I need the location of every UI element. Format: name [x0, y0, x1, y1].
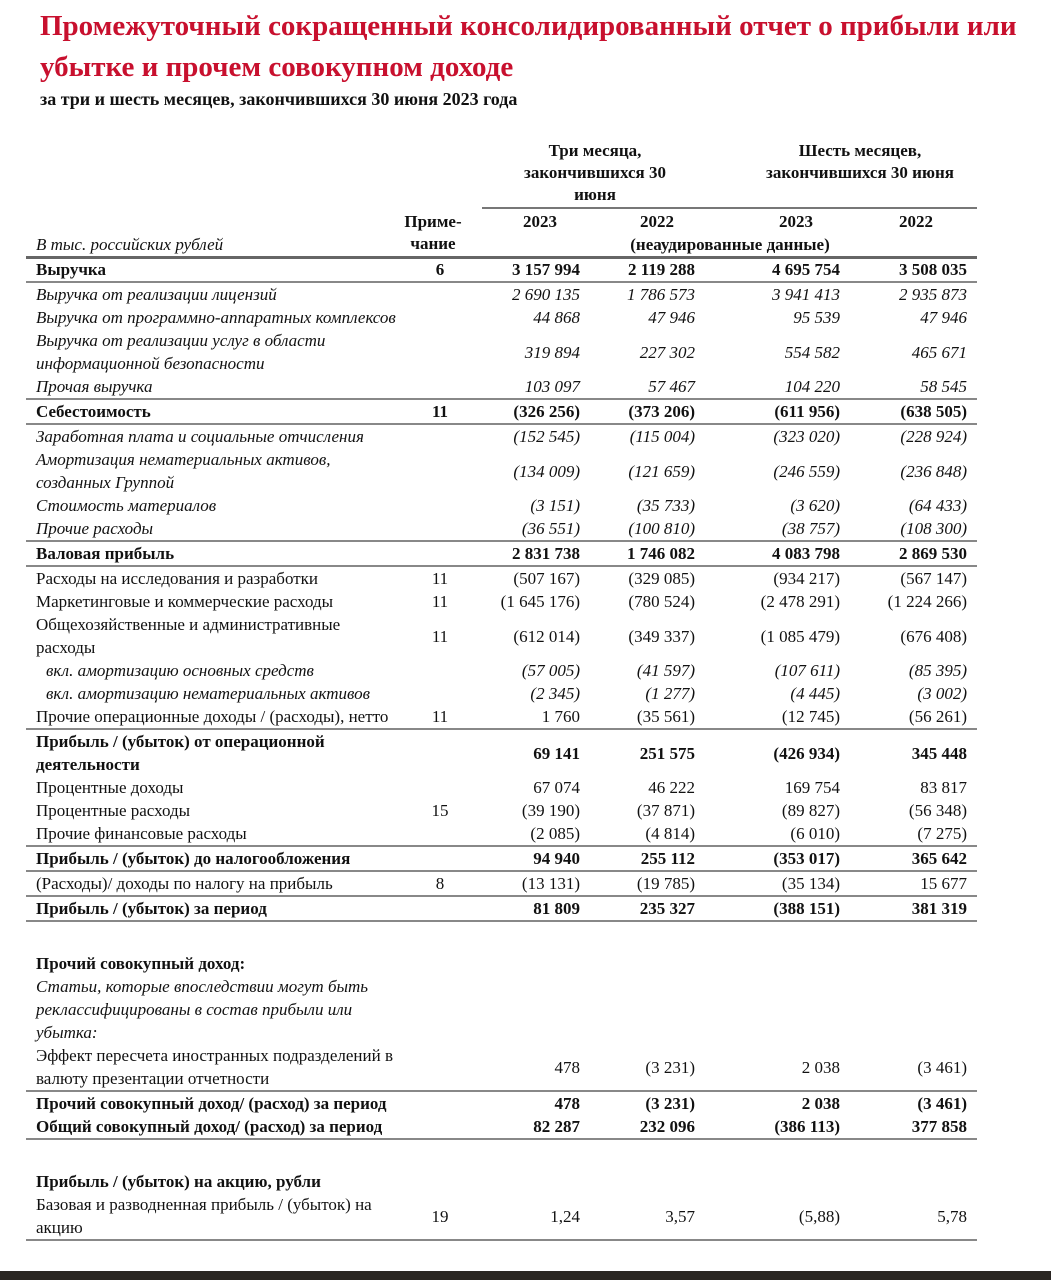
value-three-months-2023: (2 345)	[530, 684, 580, 703]
value-six-months-2022: (567 147)	[900, 569, 967, 588]
row-label: Валовая прибыль	[26, 541, 400, 566]
table-row	[26, 975, 977, 1044]
table-row	[26, 590, 977, 613]
row-label: Прибыль / (убыток) от операционной деятельности	[26, 729, 400, 776]
row-label: Прибыль / (убыток) за период	[26, 896, 400, 921]
value-three-months-2023: (36 551)	[521, 519, 580, 538]
income-statement-table	[26, 258, 977, 1241]
row-note	[400, 282, 480, 306]
value-three-months-2022: 227 302	[639, 342, 695, 362]
value-three-months-2022: 1 786 573	[627, 285, 695, 304]
value-six-months-2023: (323 020)	[773, 427, 840, 446]
value-six-months-2022: (228 924)	[900, 427, 967, 446]
table-row	[26, 399, 977, 424]
header-six-months: Шесть месяцев, закончившихся 30 июня	[766, 141, 954, 182]
row-note	[400, 1091, 480, 1115]
value-three-months-2023: (507 167)	[513, 569, 580, 588]
header-year-1: 2023	[523, 212, 557, 231]
value-six-months-2023: (934 217)	[773, 569, 840, 588]
row-note	[400, 952, 480, 975]
row-label: Прибыль / (убыток) до налогообложения	[26, 846, 400, 871]
value-six-months-2023	[705, 975, 850, 1044]
row-note	[400, 494, 480, 517]
table-row	[26, 1115, 977, 1139]
value-three-months-2023: (3 151)	[530, 496, 580, 515]
value-three-months-2023: 3 157 994	[480, 258, 590, 282]
value-three-months-2023: 44 868	[533, 308, 580, 327]
row-note	[400, 1170, 480, 1193]
value-six-months-2022: (7 275)	[917, 824, 967, 843]
table-row	[26, 541, 977, 566]
value-three-months-2023: 94 940	[480, 846, 590, 871]
header-year-3: 2023	[779, 212, 813, 231]
value-three-months-2022: 235 327	[590, 896, 705, 921]
value-six-months-2023: (5,88)	[705, 1193, 850, 1240]
row-label: Расходы на исследования и разработки	[36, 569, 319, 588]
value-six-months-2023: (3 620)	[790, 496, 840, 515]
value-three-months-2023	[480, 952, 590, 975]
value-six-months-2022: 3 508 035	[850, 258, 977, 282]
value-six-months-2023: 4 083 798	[705, 541, 850, 566]
value-six-months-2022: (236 848)	[900, 461, 967, 481]
value-six-months-2022	[850, 1170, 977, 1193]
table-row	[26, 846, 977, 871]
value-six-months-2023: 2 038	[801, 1057, 840, 1077]
value-six-months-2023: (2 478 291)	[760, 592, 840, 611]
value-three-months-2022: (349 337)	[628, 626, 695, 646]
value-six-months-2023: (89 827)	[781, 801, 840, 820]
header-divider	[482, 207, 977, 209]
value-three-months-2022: (41 597)	[636, 661, 695, 680]
table-row	[26, 566, 977, 590]
value-six-months-2022: 365 642	[850, 846, 977, 871]
value-six-months-2022: 5,78	[850, 1193, 977, 1240]
value-six-months-2022: (1 224 266)	[887, 592, 967, 611]
row-label: Выручка от реализации услуг в области информационной безопасности	[36, 331, 326, 373]
row-label: Статьи, которые впоследствии могут быть реклассифицированы в состав прибыли или убытка:	[36, 977, 369, 1042]
row-label: Эффект пересчета иностранных подразделений в валюту презентации отчетности	[36, 1046, 393, 1088]
value-six-months-2023	[705, 952, 850, 975]
table-row	[26, 282, 977, 306]
value-six-months-2022: (56 261)	[908, 707, 967, 726]
value-three-months-2022: (35 733)	[636, 496, 695, 515]
row-note: 8	[400, 871, 480, 896]
value-three-months-2023: 478	[554, 1057, 580, 1077]
row-note	[400, 776, 480, 799]
value-three-months-2023: (57 005)	[521, 661, 580, 680]
value-six-months-2022: 2 869 530	[850, 541, 977, 566]
report-title: Промежуточный сокращенный консолидированный отчет о прибыли или убытке и прочем совокупном доходе	[40, 10, 1017, 83]
value-six-months-2023	[705, 1170, 850, 1193]
row-note: 11	[431, 707, 449, 726]
value-six-months-2023: (4 445)	[790, 684, 840, 703]
value-three-months-2022	[590, 1170, 705, 1193]
value-three-months-2023	[480, 975, 590, 1044]
header-unaudited: (неаудированные данные)	[630, 235, 830, 254]
row-label: Прочая выручка	[36, 377, 153, 396]
row-label: Стоимость материалов	[36, 496, 217, 515]
value-three-months-2023: 478	[480, 1091, 590, 1115]
value-six-months-2022: 465 671	[911, 342, 967, 362]
row-note	[400, 1115, 480, 1139]
value-six-months-2023: 4 695 754	[705, 258, 850, 282]
value-three-months-2023	[480, 1170, 590, 1193]
table-row	[26, 799, 977, 822]
table-row	[26, 613, 977, 659]
table-row	[26, 952, 977, 975]
row-label: Выручка от программно-аппаратных комплексов	[36, 308, 396, 327]
value-three-months-2022: 255 112	[590, 846, 705, 871]
table-row	[26, 375, 977, 399]
value-six-months-2022: 47 946	[920, 308, 967, 327]
row-label: Прочие расходы	[36, 519, 154, 538]
value-six-months-2023: (38 757)	[781, 519, 840, 538]
value-three-months-2022: (35 561)	[636, 707, 695, 726]
row-label: Прочий совокупный доход/ (расход) за период	[26, 1091, 400, 1115]
value-three-months-2022: (373 206)	[590, 399, 705, 424]
value-three-months-2022: (4 814)	[645, 824, 695, 843]
row-note: 6	[400, 258, 480, 282]
value-six-months-2022: 83 817	[920, 778, 967, 797]
row-note	[400, 375, 480, 399]
value-three-months-2023: 1 760	[541, 707, 580, 726]
value-six-months-2023: (426 934)	[705, 729, 850, 776]
spacer	[26, 1139, 977, 1170]
value-six-months-2023: (6 010)	[790, 824, 840, 843]
value-three-months-2022	[590, 952, 705, 975]
value-six-months-2023: 169 754	[784, 778, 840, 797]
row-label: (Расходы)/ доходы по налогу на прибыль	[26, 871, 400, 896]
report-subtitle: за три и шесть месяцев, закончившихся 30 июня 2023 года	[40, 89, 518, 109]
row-label: Заработная плата и социальные отчисления	[36, 427, 364, 446]
table-row	[26, 258, 977, 282]
row-note	[400, 975, 480, 1044]
table-row	[26, 659, 977, 682]
value-six-months-2022	[850, 975, 977, 1044]
spacer	[26, 921, 977, 952]
value-three-months-2023: 69 141	[480, 729, 590, 776]
value-three-months-2022	[590, 975, 705, 1044]
value-six-months-2022: (638 505)	[850, 399, 977, 424]
value-three-months-2023: (39 190)	[521, 801, 580, 820]
value-three-months-2022: 46 222	[648, 778, 695, 797]
row-label: Прочий совокупный доход:	[36, 954, 246, 973]
value-six-months-2022: (85 395)	[908, 661, 967, 680]
row-label: Прочие операционные доходы / (расходы), нетто	[36, 707, 389, 726]
row-note	[400, 541, 480, 566]
value-three-months-2023: 67 074	[533, 778, 580, 797]
value-three-months-2023: 81 809	[480, 896, 590, 921]
row-note	[400, 896, 480, 921]
value-three-months-2023: (1 645 176)	[500, 592, 580, 611]
header-year-2: 2022	[640, 212, 674, 231]
value-three-months-2022: 57 467	[648, 377, 695, 396]
table-row	[26, 448, 977, 494]
row-label: Прочие финансовые расходы	[36, 824, 247, 843]
row-note: 15	[431, 801, 449, 820]
row-label: Прибыль / (убыток) на акцию, рубли	[36, 1172, 321, 1191]
value-three-months-2022: (3 231)	[590, 1091, 705, 1115]
table-row	[26, 329, 977, 375]
table-row	[26, 729, 977, 776]
value-three-months-2022: 3,57	[590, 1193, 705, 1240]
table-row	[26, 1044, 977, 1091]
value-three-months-2022: 1 746 082	[590, 541, 705, 566]
value-six-months-2023: 104 220	[784, 377, 840, 396]
value-six-months-2022: 381 319	[850, 896, 977, 921]
value-three-months-2023: (13 131)	[480, 871, 590, 896]
row-label: Общехозяйственные и административные расходы	[36, 615, 341, 657]
table-row	[26, 1091, 977, 1115]
row-note	[400, 329, 480, 375]
value-six-months-2023: (107 611)	[774, 661, 840, 680]
value-six-months-2022: 15 677	[850, 871, 977, 896]
row-note	[400, 729, 480, 776]
value-three-months-2023: (152 545)	[513, 427, 580, 446]
header-note: Приме-чание	[404, 212, 462, 253]
row-note	[400, 306, 480, 329]
table-row	[26, 494, 977, 517]
value-six-months-2022: 2 935 873	[899, 285, 967, 304]
value-six-months-2022: (3 002)	[917, 684, 967, 703]
row-note	[400, 822, 480, 846]
value-six-months-2022: 58 545	[920, 377, 967, 396]
row-label: Выручка	[26, 258, 400, 282]
row-note: 11	[431, 569, 449, 588]
value-three-months-2022: (121 659)	[628, 461, 695, 481]
row-note	[400, 424, 480, 448]
table-row	[26, 682, 977, 705]
row-label: Процентные доходы	[36, 778, 184, 797]
table-row	[26, 871, 977, 896]
header-year-4: 2022	[899, 212, 933, 231]
value-three-months-2023: (326 256)	[480, 399, 590, 424]
table-row	[26, 424, 977, 448]
row-note	[400, 846, 480, 871]
table-row	[26, 306, 977, 329]
value-six-months-2022: (676 408)	[900, 626, 967, 646]
row-label: Маркетинговые и коммерческие расходы	[36, 592, 334, 611]
value-three-months-2022: (329 085)	[628, 569, 695, 588]
row-label: вкл. амортизацию основных средств	[46, 661, 314, 680]
value-six-months-2023: (353 017)	[705, 846, 850, 871]
row-label: Амортизация нематериальных активов, созданных Группой	[36, 450, 331, 492]
table-row	[26, 822, 977, 846]
value-six-months-2023: 554 582	[784, 342, 840, 362]
value-three-months-2022: (37 871)	[636, 801, 695, 820]
value-three-months-2022: (1 277)	[645, 684, 695, 703]
row-note: 11	[400, 399, 480, 424]
row-note	[400, 1044, 480, 1091]
value-three-months-2023: 1,24	[480, 1193, 590, 1240]
value-three-months-2023: (134 009)	[513, 461, 580, 481]
value-three-months-2023: (612 014)	[513, 626, 580, 646]
value-three-months-2023: 2 690 135	[512, 285, 580, 304]
value-six-months-2022: (3 461)	[850, 1091, 977, 1115]
value-six-months-2023: (35 134)	[705, 871, 850, 896]
value-six-months-2022	[850, 952, 977, 975]
table-row	[26, 1170, 977, 1193]
value-three-months-2022: 47 946	[648, 308, 695, 327]
value-six-months-2023: (12 745)	[781, 707, 840, 726]
row-label: Базовая и разводненная прибыль / (убыток) на акцию	[26, 1193, 400, 1240]
value-three-months-2022: 251 575	[590, 729, 705, 776]
value-three-months-2022: (780 524)	[628, 592, 695, 611]
units-label: В тыс. российских рублей	[36, 235, 224, 254]
value-three-months-2023: 82 287	[480, 1115, 590, 1139]
row-note	[400, 682, 480, 705]
value-six-months-2022: (64 433)	[908, 496, 967, 515]
table-row	[26, 517, 977, 541]
value-three-months-2023: 103 097	[524, 377, 580, 396]
value-three-months-2022: (100 810)	[628, 519, 695, 538]
header-three-months: Три месяца, закончившихся 30 июня	[524, 141, 666, 204]
value-six-months-2023: 3 941 413	[772, 285, 840, 304]
row-label: Процентные расходы	[36, 801, 191, 820]
value-three-months-2022: (19 785)	[590, 871, 705, 896]
value-six-months-2023: 95 539	[793, 308, 840, 327]
row-label: Себестоимость	[26, 399, 400, 424]
spacer-row	[26, 921, 977, 952]
table-row	[26, 705, 977, 729]
row-label: вкл. амортизацию нематериальных активов	[46, 684, 371, 703]
bottom-edge-bar	[0, 1271, 1051, 1280]
row-note	[400, 517, 480, 541]
value-six-months-2022: (3 461)	[917, 1057, 967, 1077]
table-row	[26, 1193, 977, 1240]
row-note: 11	[431, 626, 449, 646]
value-six-months-2022: (56 348)	[908, 801, 967, 820]
table-row	[26, 776, 977, 799]
value-six-months-2023: (386 113)	[705, 1115, 850, 1139]
value-three-months-2023: (2 085)	[530, 824, 580, 843]
value-three-months-2022: 2 119 288	[590, 258, 705, 282]
value-six-months-2022: (108 300)	[900, 519, 967, 538]
value-three-months-2022: (115 004)	[629, 427, 695, 446]
row-note: 11	[431, 592, 449, 611]
value-six-months-2023: (388 151)	[705, 896, 850, 921]
row-label: Выручка от реализации лицензий	[36, 285, 277, 304]
row-note: 19	[400, 1193, 480, 1240]
row-note	[400, 659, 480, 682]
value-three-months-2023: 319 894	[524, 342, 580, 362]
value-six-months-2023: (611 956)	[705, 399, 850, 424]
value-three-months-2022: 232 096	[590, 1115, 705, 1139]
value-six-months-2022: 345 448	[850, 729, 977, 776]
row-note	[400, 448, 480, 494]
value-six-months-2023: 2 038	[705, 1091, 850, 1115]
value-three-months-2022: (3 231)	[645, 1057, 695, 1077]
value-three-months-2023: 2 831 738	[480, 541, 590, 566]
row-label: Общий совокупный доход/ (расход) за период	[26, 1115, 400, 1139]
value-six-months-2023: (246 559)	[773, 461, 840, 481]
table-row	[26, 896, 977, 921]
value-six-months-2023: (1 085 479)	[760, 626, 840, 646]
spacer-row	[26, 1139, 977, 1170]
value-six-months-2022: 377 858	[850, 1115, 977, 1139]
